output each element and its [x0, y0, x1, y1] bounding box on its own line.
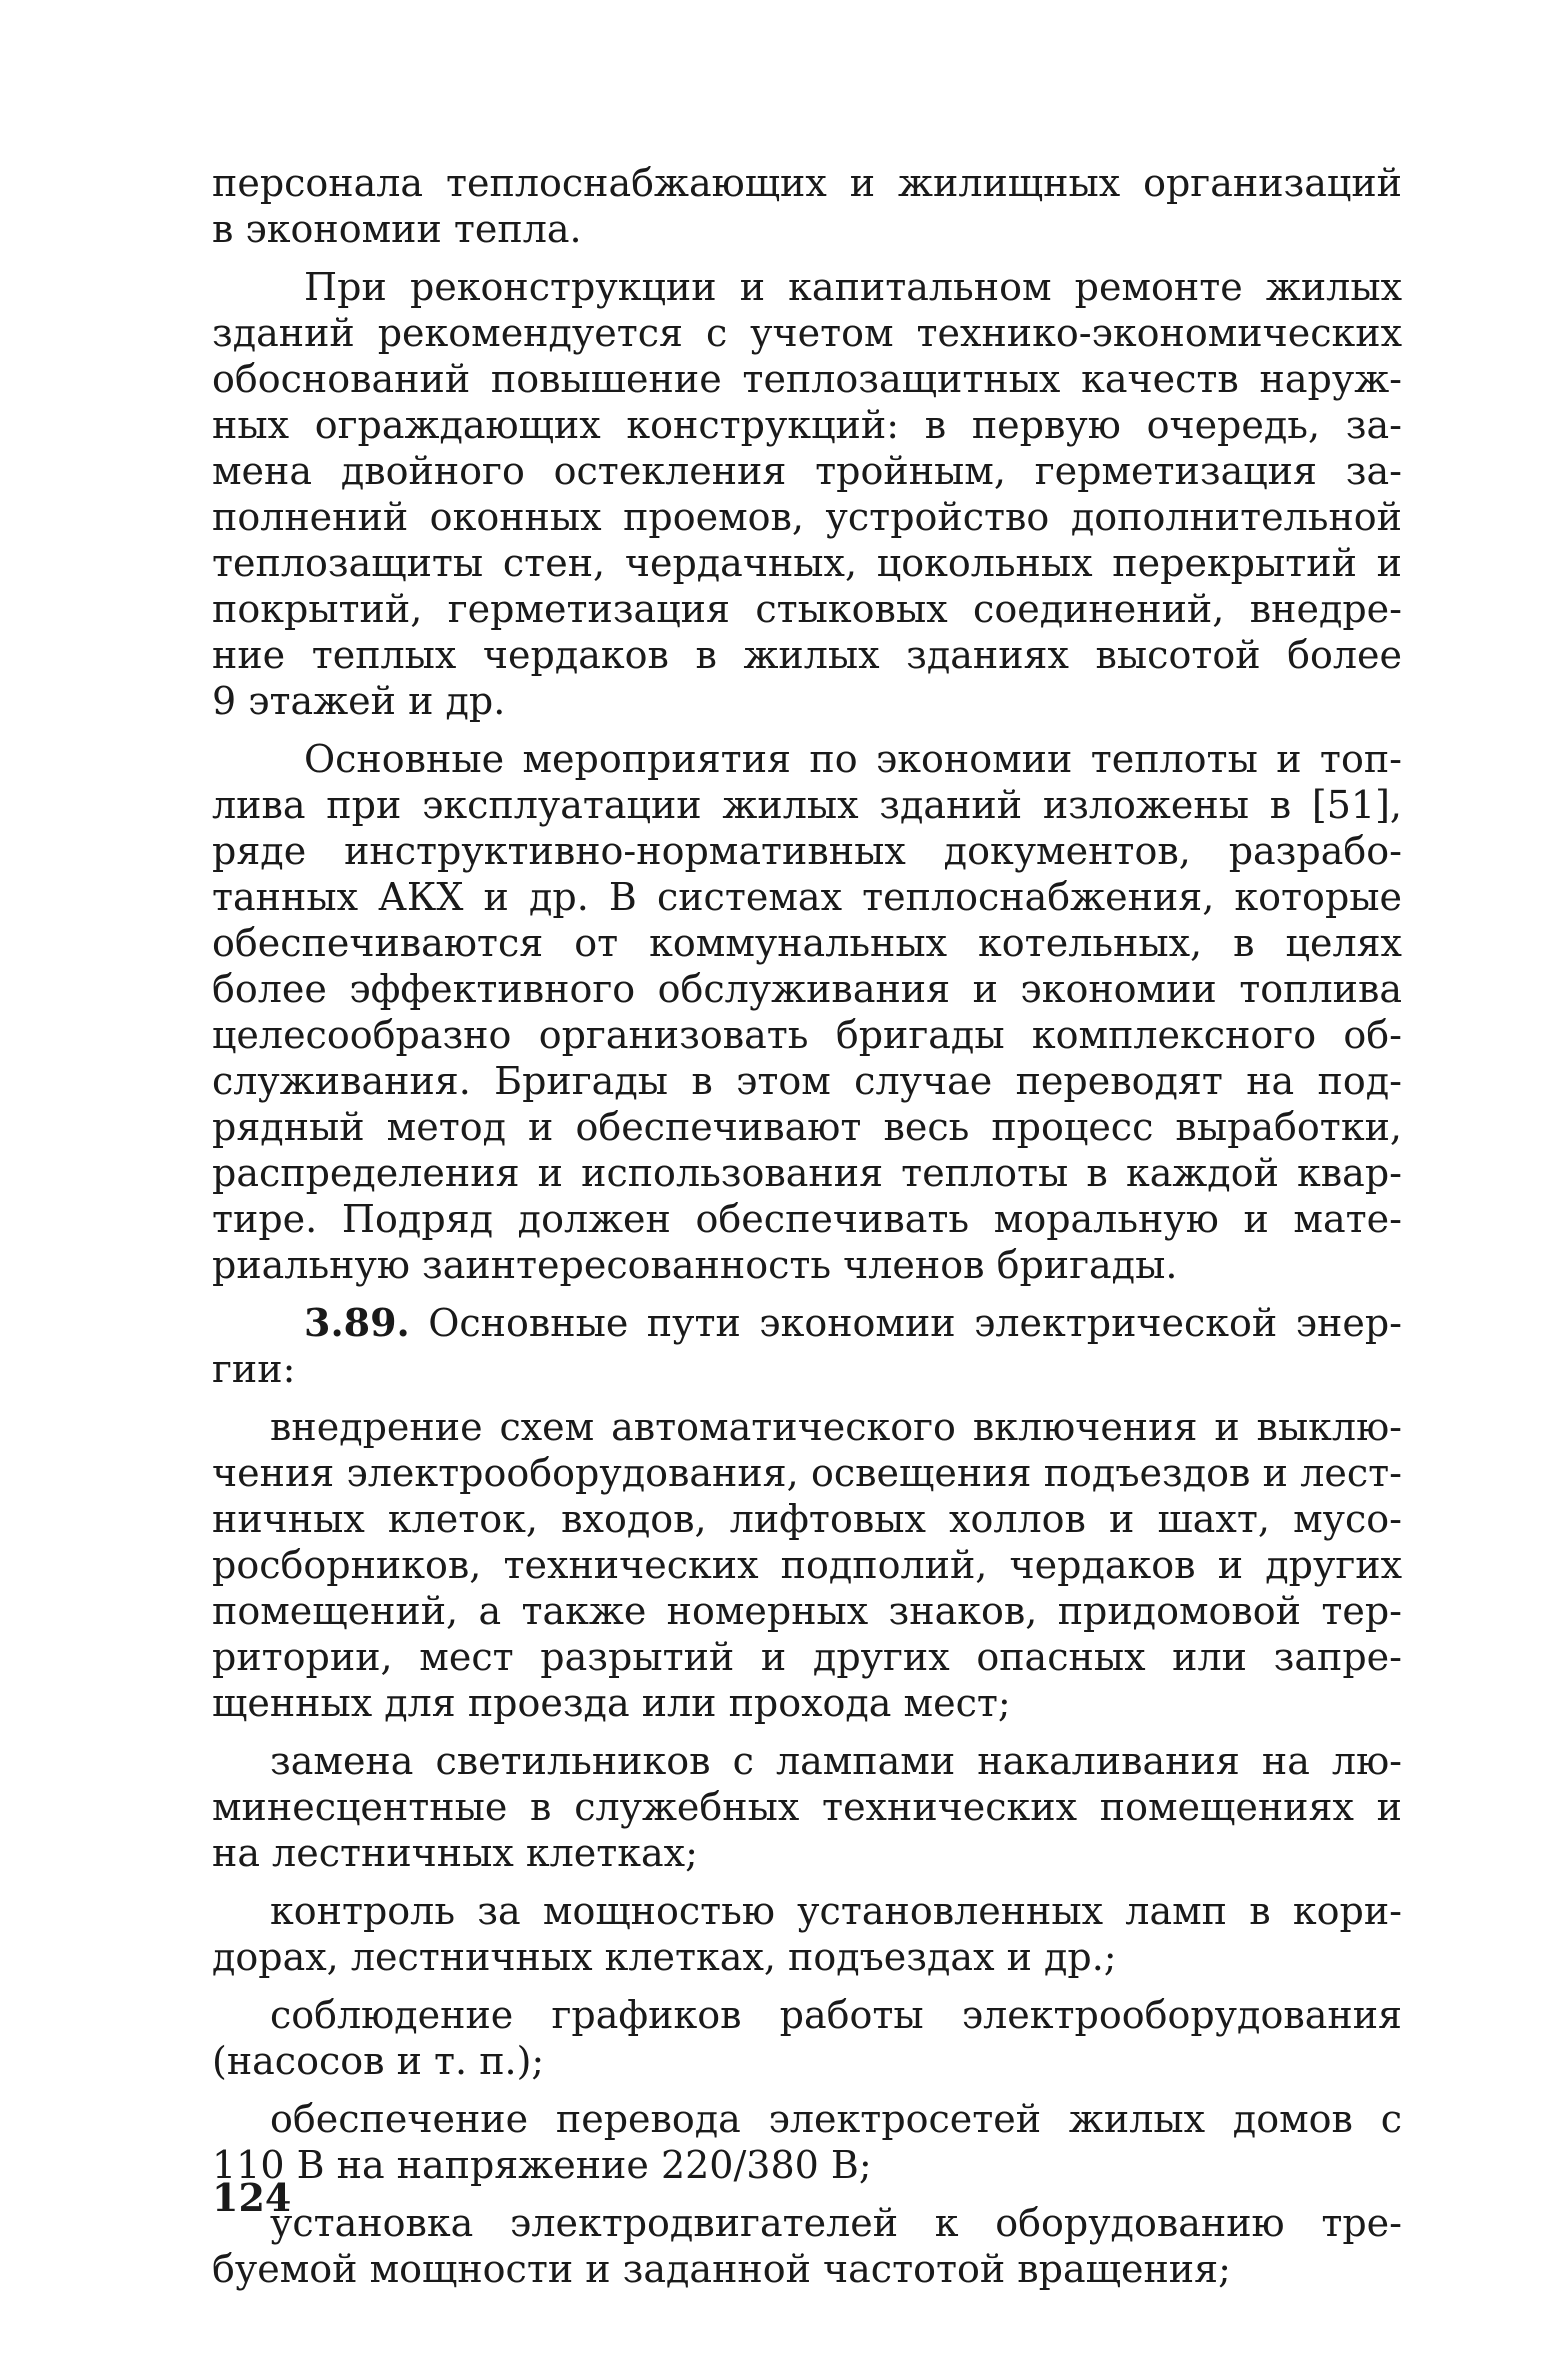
text-line: Основные мероприятия по экономии теплоты и топ- — [304, 737, 1402, 781]
text-line: ряде инструктивно-нормативных документов, разрабо- — [212, 829, 1402, 873]
text-line: зданий рекомендуется с учетом технико-экономических — [212, 311, 1402, 355]
text-line: ритории, мест разрытий и других опасных или запре- — [212, 1635, 1402, 1679]
text-line: замена светильников с лампами накаливания на лю- — [270, 1739, 1402, 1783]
paragraph-reconstruction — [212, 264, 1402, 724]
paragraph-continuation — [212, 160, 1402, 252]
text-line: тире. Подряд должен обеспечивать моральную и мате- — [212, 1197, 1402, 1241]
text-line: танных АКХ и др. В системах теплоснабжения, которые — [212, 875, 1402, 919]
text-line: щенных для проезда или прохода мест; — [212, 1681, 1011, 1725]
paragraph-heat-economy — [212, 736, 1402, 1288]
text-line: полнений оконных проемов, устройство дополнительной — [212, 495, 1402, 539]
text-line: контроль за мощностью установленных ламп в кори- — [270, 1889, 1402, 1933]
list-item — [212, 2200, 1402, 2292]
text-line: покрытий, герметизация стыковых соединений, внедре- — [212, 587, 1402, 631]
text-line: росборников, технических подполий, чердаков и других — [212, 1543, 1402, 1587]
text-line: рядный метод и обеспечивают весь процесс выработки, — [212, 1105, 1402, 1149]
text-line: мена двойного остекления тройным, герметизация за- — [212, 449, 1402, 493]
text-line: риальную заинтересованность членов бригады. — [212, 1243, 1178, 1287]
text-line: более эффективного обслуживания и экономии топлива — [212, 967, 1402, 1011]
text-line: лива при эксплуатации жилых зданий изложены в [51], — [212, 783, 1402, 827]
text-line: чения электрооборудования, освещения подъездов и лест- — [212, 1451, 1402, 1495]
text-line: ных ограждающих конструкций: в первую очередь, за- — [212, 403, 1402, 447]
text-line: обоснований повышение теплозащитных качеств наруж- — [212, 357, 1402, 401]
section-heading-text: Основные пути экономии электрической энер- — [409, 1301, 1402, 1345]
text-line: целесообразно организовать бригады комплексного об- — [212, 1013, 1402, 1057]
list-item — [212, 2096, 1402, 2188]
list-item — [212, 1404, 1402, 1726]
section-first-line — [212, 1300, 1402, 1346]
text-line: буемой мощности и заданной частотой вращения; — [212, 2247, 1231, 2291]
text-line: дорах, лестничных клетках, подъездах и др.; — [212, 1935, 1117, 1979]
text-line: распределения и использования теплоты в каждой квар- — [212, 1151, 1402, 1195]
page-number: 124 — [212, 2175, 292, 2220]
text-line: При реконструкции и капитальном ремонте жилых — [304, 265, 1402, 309]
text-line: теплозащиты стен, чердачных, цокольных перекрытий и — [212, 541, 1402, 585]
text-line: соблюдение графиков работы электрооборудования — [270, 1993, 1402, 2037]
text-line: обеспечение перевода электросетей жилых домов с — [270, 2097, 1402, 2141]
text-line: персонала теплоснабжающих и жилищных организаций — [212, 161, 1402, 205]
text-line: (насосов и т. п.); — [212, 2039, 545, 2083]
section-number: 3.89. — [304, 1300, 410, 1345]
text-line: внедрение схем автоматического включения и выклю- — [270, 1405, 1402, 1449]
text-line: ние теплых чердаков в жилых зданиях высотой более — [212, 633, 1402, 677]
text-line: помещений, а также номерных знаков, придомовой тер- — [212, 1589, 1402, 1633]
list-item — [212, 1738, 1402, 1876]
section-3-89 — [212, 1300, 1402, 1392]
text-line: 110 В на напряжение 220/380 В; — [212, 2143, 872, 2187]
text-line: служивания. Бригады в этом случае переводят на под- — [212, 1059, 1402, 1103]
text-line: установка электродвигателей к оборудованию тре- — [270, 2201, 1402, 2245]
text-line: минесцентные в служебных технических помещениях и — [212, 1785, 1402, 1829]
text-line: 9 этажей и др. — [212, 679, 506, 723]
page-body — [212, 160, 1402, 2292]
text-line: в экономии тепла. — [212, 207, 582, 251]
text-line: гии: — [212, 1347, 296, 1391]
text-line: на лестничных клетках; — [212, 1831, 698, 1875]
list-item — [212, 1992, 1402, 2084]
text-line: обеспечиваются от коммунальных котельных, в целях — [212, 921, 1402, 965]
text-line: ничных клеток, входов, лифтовых холлов и шахт, мусо- — [212, 1497, 1402, 1541]
list-item — [212, 1888, 1402, 1980]
